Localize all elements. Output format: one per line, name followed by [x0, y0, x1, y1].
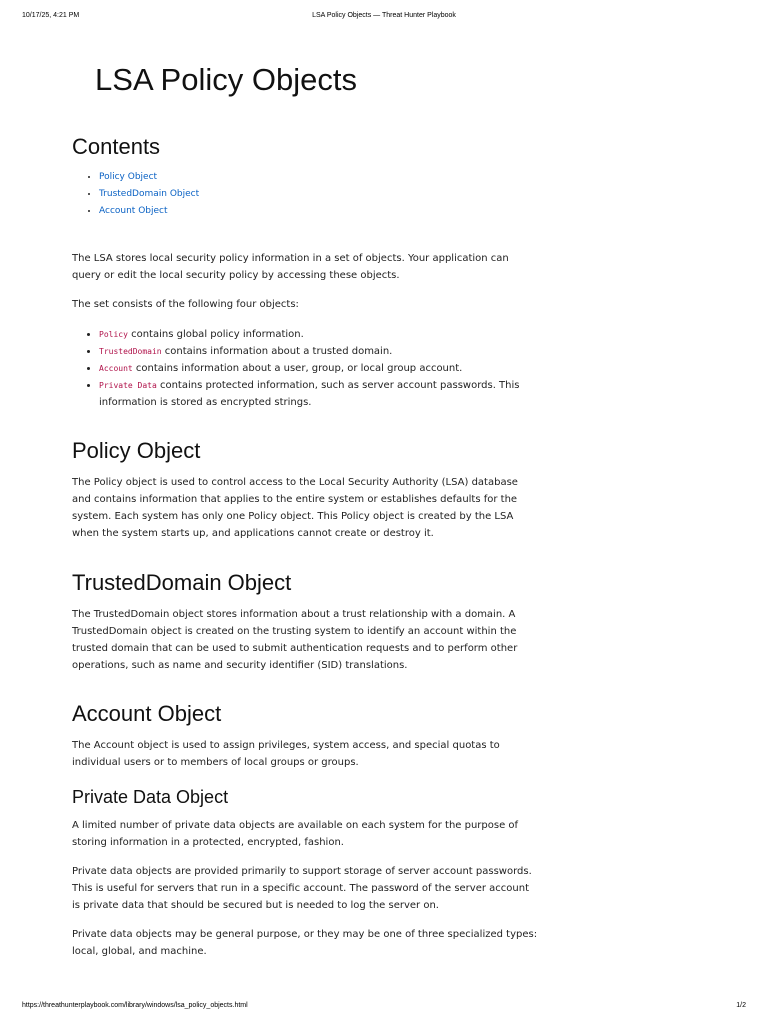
- objects-item-text: contains protected information, such as server account passwords. This information is stored as encrypted strings.: [99, 380, 520, 408]
- account-object-heading: Account Object: [72, 701, 222, 726]
- private-data-paragraph-3: Private data objects may be general purpose, or they may be one of three specialized types: local, global, and machine.: [72, 929, 538, 957]
- objects-item-text: contains information about a trusted domain.: [161, 346, 393, 357]
- private-data-paragraph-2: Private data objects are provided primarily to support storage of server account passwords. This is useful for servers that run in a specific account. The password of the server account is private data that should be secured but is needed to log the server on.: [72, 866, 532, 911]
- objects-item-text: contains global policy information.: [127, 329, 304, 340]
- code-policy: Policy: [99, 330, 128, 339]
- toc-item: [99, 169, 565, 186]
- code-private-data: Private Data: [99, 381, 157, 390]
- toc-link-policy-object[interactable]: Policy Object: [99, 172, 158, 182]
- intro-paragraph-1: The LSA stores local security policy information in a set of objects. Your application can query or edit the local security policy by accessing these objects.: [72, 253, 509, 281]
- code-trusteddomain: TrustedDomain: [99, 347, 162, 356]
- contents-heading: Contents: [72, 134, 161, 159]
- private-data-paragraph-1: A limited number of private data objects are available on each system for the purpose of storing information in a protected, encrypted, fashion.: [72, 820, 519, 848]
- policy-object-paragraph: The Policy object is used to control access to the Local Security Authority (LSA) database and contains information that applies to the entire system or establishes defaults for the system. Each system has only one Policy object. This Policy object is created by the LSA when the system starts up, and applications cannot create or destroy it.: [72, 477, 518, 539]
- code-account: Account: [99, 364, 133, 373]
- toc-link-account-object[interactable]: Account Object: [99, 206, 168, 216]
- objects-list-item: [99, 377, 565, 411]
- toc-link-trusteddomain-object[interactable]: TrustedDomain Object: [99, 189, 200, 199]
- print-datetime: 10/17/25, 4:21 PM: [22, 12, 80, 19]
- contents-list: [72, 169, 565, 220]
- print-url: https://threathunterplaybook.com/library/windows/lsa_policy_objects.html: [22, 1002, 248, 1009]
- account-object-paragraph: The Account object is used to assign privileges, system access, and special quotas to individual users or to members of local groups or groups.: [72, 740, 500, 768]
- print-tab-title: LSA Policy Objects — Threat Hunter Playbook: [312, 12, 456, 19]
- toc-item: [99, 203, 565, 220]
- intro-paragraph-2: The set consists of the following four objects:: [72, 299, 299, 310]
- objects-list-item: [99, 343, 565, 360]
- print-header: [0, 12, 768, 22]
- print-footer: [0, 1002, 768, 1012]
- toc-item: [99, 186, 565, 203]
- print-page-number: 1/2: [736, 1002, 746, 1009]
- trusteddomain-object-paragraph: The TrustedDomain object stores information about a trust relationship with a domain. A TrustedDomain object is created on the trusting system to identify an account within the trusted domain that can be used to submit authentication requests and to perform other operations, such as name and security identifier (SID) translations.: [72, 609, 518, 671]
- objects-list-item: [99, 360, 565, 377]
- page-title: LSA Policy Objects: [95, 62, 357, 97]
- objects-list: [72, 326, 565, 411]
- trusteddomain-object-heading: TrustedDomain Object: [72, 570, 292, 595]
- objects-list-item: [99, 326, 565, 343]
- policy-object-heading: Policy Object: [72, 438, 201, 463]
- objects-item-text: contains information about a user, group, or local group account.: [132, 363, 463, 374]
- private-data-object-heading: Private Data Object: [72, 787, 229, 807]
